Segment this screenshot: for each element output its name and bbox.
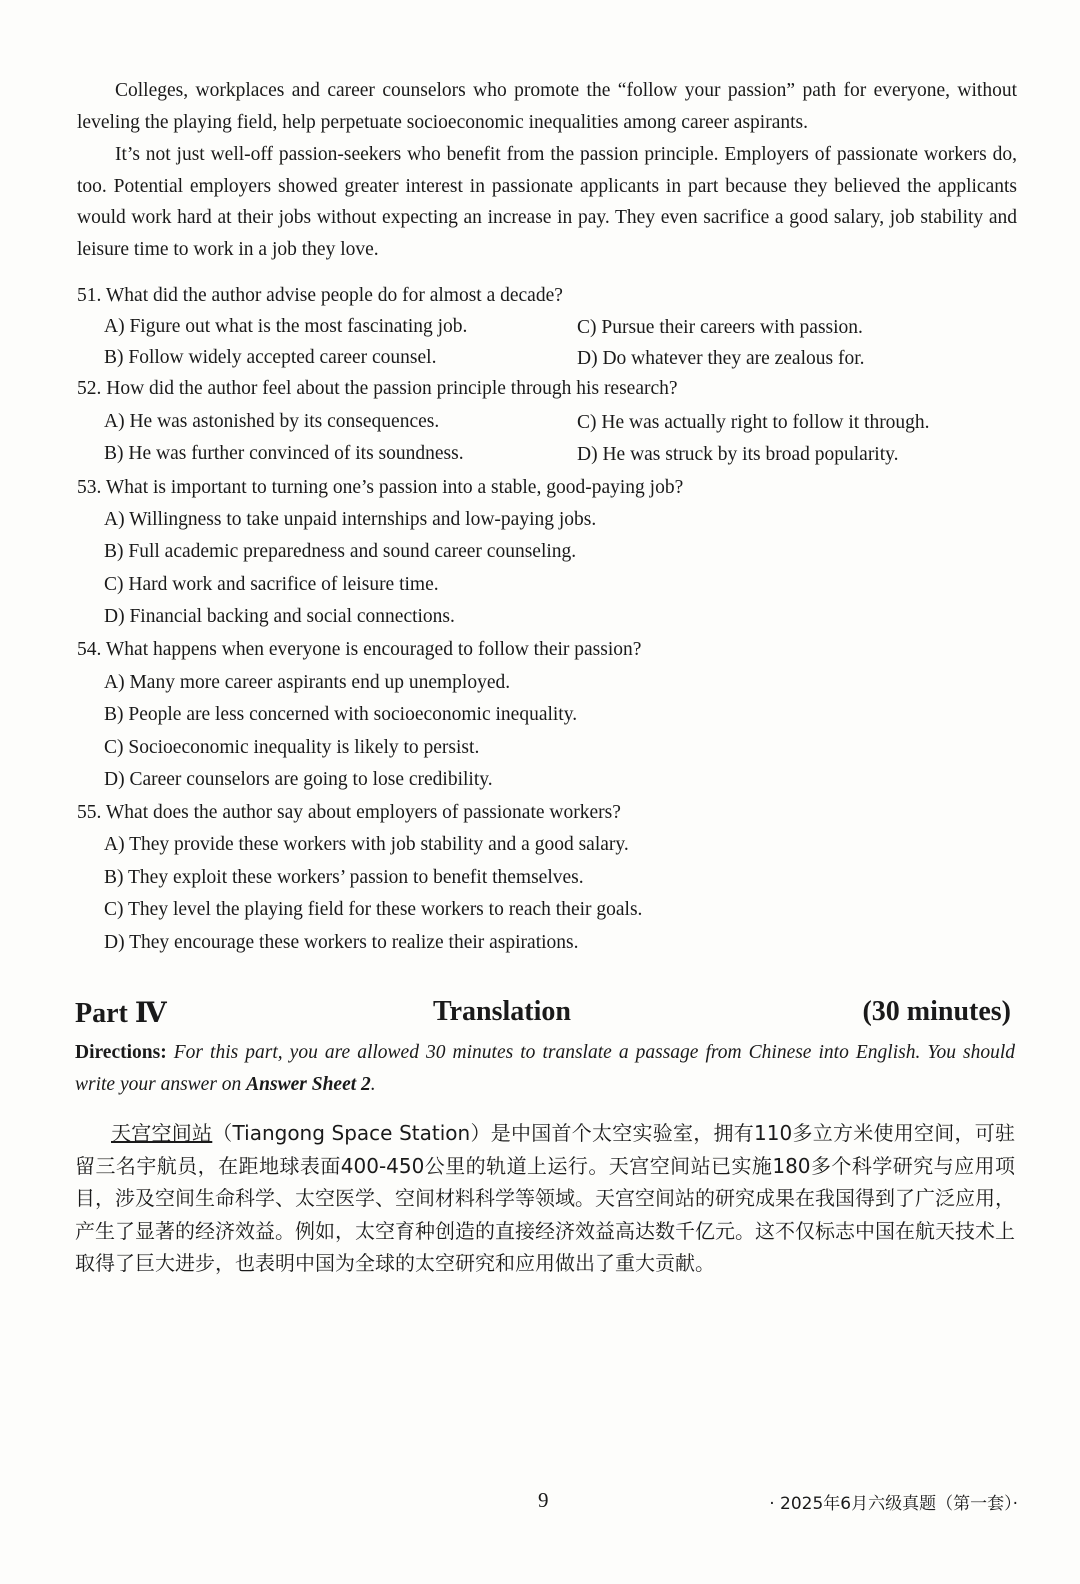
directions-text-end: . [370,1074,376,1095]
page-number: 9 [538,1488,549,1512]
q54-option-b[interactable]: B) People are less concerned with socioeconomic inequality. [104,704,578,725]
question-55: 55. What does the author say about employers of passionate workers? [77,802,621,823]
q55-option-c[interactable]: C) They level the playing field for these workers to reach their goals. [104,899,643,920]
q51-option-c[interactable]: C) Pursue their careers with passion. [577,317,863,338]
translation-text: （Tiangong Space Station）是中国首个太空实验室，拥有110多立方米使用空间，可驻留三名宇航员，在距地球表面400-450公里的轨道上运行。天宫空间站已实施180多个科学研究与应用项目，涉及空间生命科学、太空医学、空间材料科学等领域。天宫空间站的研究成果在我国得到了广泛应用，产生了显著的经济效益。例如，太空育种创造的直接经济效益高达数千亿元。这不仅标志中国在航天技术上取得了巨大进步，也表明中国为全球的太空研究和应用做出了重大贡献。 [75,1121,1015,1275]
translation-passage [75,1117,1015,1280]
directions-label: Directions: [75,1042,167,1063]
part-title: Translation [433,996,571,1027]
part-header [75,996,1011,1032]
q51-option-a[interactable]: A) Figure out what is the most fascinating job. [104,316,468,337]
part-time-limit: (30 minutes) [862,996,1011,1027]
q51-option-d[interactable]: D) Do whatever they are zealous for. [577,348,865,369]
translation-underlined-term: 天宫空间站 [111,1121,213,1145]
question-51: 51. What did the author advise people do for almost a decade? [77,285,563,306]
directions [75,1037,1015,1101]
question-54: 54. What happens when everyone is encouraged to follow their passion? [77,639,642,660]
q55-option-d[interactable]: D) They encourage these workers to realize their aspirations. [104,932,579,953]
q55-option-b[interactable]: B) They exploit these workers’ passion to benefit themselves. [104,867,584,888]
q53-option-d[interactable]: D) Financial backing and social connections. [104,606,455,627]
q54-option-a[interactable]: A) Many more career aspirants end up unemployed. [104,672,511,693]
q54-option-d[interactable]: D) Career counselors are going to lose credibility. [104,769,493,790]
directions-text: For this part, you are allowed 30 minutes to translate a passage from Chinese into English. You should write your answer on [75,1042,1015,1095]
q55-option-a[interactable]: A) They provide these workers with job stability and a good salary. [104,834,629,855]
q52-option-b[interactable]: B) He was further convinced of its soundness. [104,443,464,464]
q54-option-c[interactable]: C) Socioeconomic inequality is likely to persist. [104,737,480,758]
q52-option-c[interactable]: C) He was actually right to follow it through. [577,412,930,433]
question-52: 52. How did the author feel about the passion principle through his research? [77,378,678,399]
q52-option-d[interactable]: D) He was struck by its broad popularity. [577,444,899,465]
q53-option-c[interactable]: C) Hard work and sacrifice of leisure time. [104,574,439,595]
q53-option-a[interactable]: A) Willingness to take unpaid internships and low-paying jobs. [104,509,597,530]
exam-source: · 2025年6月六级真题（第一套）· [769,1494,1018,1514]
passage-paragraph-1: Colleges, workplaces and career counselors who promote the “follow your passion” path for everyone, without leveling the playing field, help perpetuate socioeconomic inequalities among career aspirants. [77,80,1017,133]
q52-option-a[interactable]: A) He was astonished by its consequences. [104,411,440,432]
q51-option-b[interactable]: B) Follow widely accepted career counsel. [104,347,437,368]
answer-sheet-emphasis: Answer Sheet 2 [246,1074,371,1095]
passage-paragraph-2: It’s not just well-off passion-seekers who benefit from the passion principle. Employers of passionate workers do, too. Potential employers showed greater interest in passionate applicants in part because they believed the applicants would work hard at their jobs without expecting an increase in pay. They even sacrifice a good salary, job stability and leisure time to work in a job they love. [77,144,1017,260]
q53-option-b[interactable]: B) Full academic preparedness and sound career counseling. [104,541,577,562]
question-53: 53. What is important to turning one’s passion into a stable, good-paying job? [77,477,684,498]
part-label: Part Ⅳ [75,998,167,1029]
